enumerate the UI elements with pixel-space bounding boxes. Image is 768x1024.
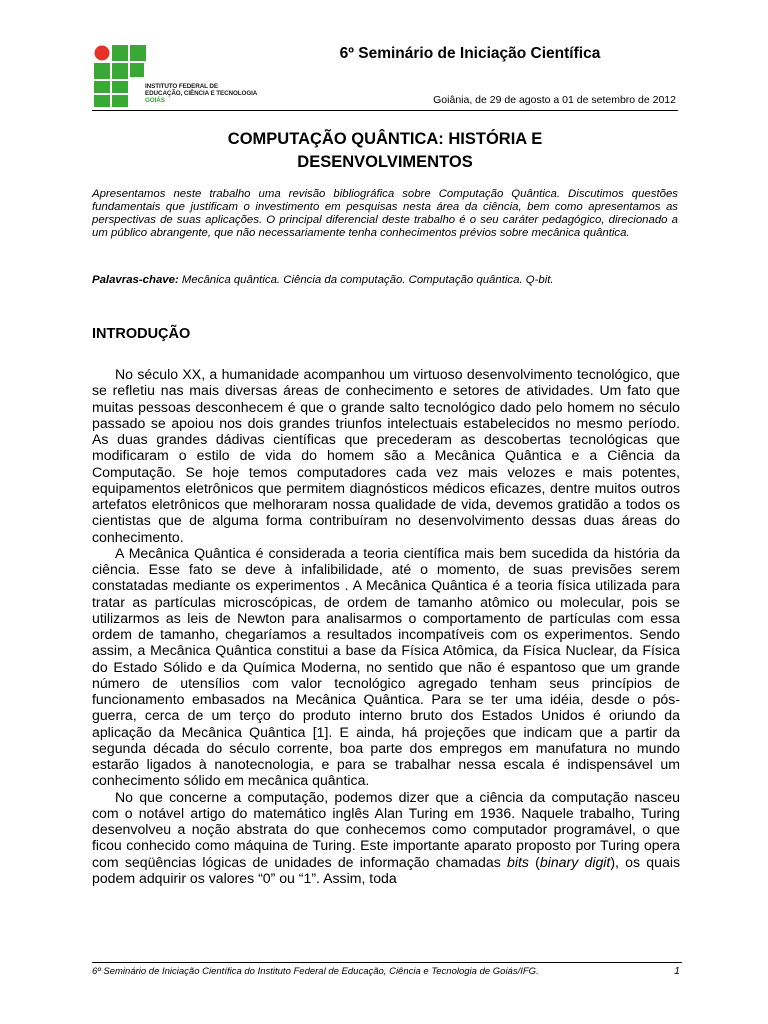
paper-title-line: DESENVOLVIMENTOS	[297, 153, 473, 171]
logo-square	[94, 63, 110, 79]
logo-text-line: GOIÁS	[145, 97, 165, 105]
logo-square	[112, 45, 128, 61]
paper-title	[92, 128, 678, 174]
body-text	[92, 366, 680, 886]
paper-title-line: COMPUTAÇÃO QUÂNTICA: HISTÓRIA E	[227, 130, 543, 148]
logo-square	[130, 45, 146, 61]
seminar-dates: Goiânia, de 29 de agosto a 01 de setembro de 2012	[433, 94, 676, 106]
logo-square	[130, 63, 144, 77]
keywords	[92, 274, 678, 287]
logo-text-line: EDUCAÇÃO, CIÊNCIA E TECNOLOGIA	[145, 90, 258, 98]
keywords-list: Mecânica quântica. Ciência da computação. Computação quântica. Q-bit.	[178, 274, 554, 286]
body-paragraph	[92, 789, 680, 887]
header-divider	[92, 110, 678, 111]
logo-red-dot	[95, 46, 110, 61]
body-paragraph: No século XX, a humanidade acompanhou um virtuoso desenvolvimento tecnológico, que se refletiu nas mais diversas áreas de conhecimento e setores de atividades. Um fato que muitas pessoas desconhecem é que o grande salto tecnológico dado pelo homem no século passado se apoiou nos dois grandes triunfos intelectuais estabelecidos no mesmo período. As duas grandes dádivas científicas que precederam as descobertas tecnológicas que modificaram o estilo de vida do homem são a Mecânica Quântica e a Ciência da Computação. Se hoje temos computadores cada vez mais velozes e mais potentes, equipamentos eletrônicos que permitem diagnósticos médicos eficazes, dentre muitos outros artefatos eletrônicos que melhoraram nossa qualidade de vida, devemos gratidão a todos os cientistas que de alguma forma contribuíram no desenvolvimento dessas duas áreas do conhecimento.	[92, 366, 680, 545]
body-paragraph: A Mecânica Quântica é considerada a teoria científica mais bem sucedida da história da ciência. Esse fato se deve à infalibilidade, até o momento, de suas previsões serem constatadas mediante os experimentos . A Mecânica Quântica é a teoria física utilizada para tratar as partículas microscópicas, de ordem de tamanho atômico ou molecular, pois se utilizarmos as leis de Newton para analisarmos o comportamento de partículas com essa ordem de tamanho, chegaríamos a resultados incompatíveis com os experimentos. Sendo assim, a Mecânica Quântica constitui a base da Física Atômica, da Física Nuclear, da Física do Estado Sólido e da Química Moderna, no sentido que não é espantoso que um grande número de utensílios com valor tecnológico agregado tenham seus princípios de funcionamento embasados na Mecânica Quântica. Para se ter uma idéia, desde o pós-guerra, cerca de um terço do produto interno bruto dos Estados Unidos é oriundo da aplicação da Mecânica Quântica [1]. E ainda, há projeções que indicam que a partir da segunda década do século corrente, boa parte dos empregos em manufatura no mundo estarão ligados à nanotecnologia, e para se trabalhar nessa escala é indispensável um conhecimento sólido em mecânica quântica.	[92, 544, 680, 789]
paragraph-text: ), os quais podem adquirir os valores “0” ou “1”. Assim, toda	[92, 853, 680, 886]
term-bits: bits	[506, 853, 529, 870]
logo-square	[112, 63, 128, 79]
logo-square	[94, 81, 110, 93]
logo-square	[94, 95, 110, 107]
page-number: 1	[674, 965, 680, 977]
footer-divider	[92, 962, 682, 963]
paragraph-text: (	[528, 853, 540, 870]
paragraph-text: No que concerne a computação, podemos dizer que a ciência da computação nasceu com o notável artigo do matemático inglês Alan Turing em 1936. Naquele trabalho, Turing desenvolveu a noção abstrata do que conhecemos como computador programável, o que ficou conhecido como máquina de Turing. Este importante aparato proposto por Turing opera com seqüências lógicas de unidades de informação chamadas	[92, 788, 680, 870]
institute-logo-text	[145, 83, 275, 105]
logo-text-line: INSTITUTO FEDERAL DE	[145, 83, 218, 90]
term-binary-digit: binary digit	[539, 853, 611, 870]
abstract: Apresentamos neste trabalho uma revisão bibliográfica sobre Computação Quântica. Discutimos questões fundamentais que justificam o investimento em pesquisas nesta área da ciência, bem como apresentamos as perspectivas de suas aplicações. O principal diferencial deste trabalho é o seu caráter pedagógico, direcionado a um público abrangente, que não necessariamente tenha conhecimentos prévios sobre mecânica quântica.	[92, 188, 678, 239]
footer-note: 6º Seminário de Iniciação Científica do Instituto Federal de Educação, Ciência e Tecnologia de Goiás/IFG.	[92, 966, 539, 977]
logo-square	[112, 95, 128, 107]
seminar-title: 6º Seminário de Iniciação Científica	[339, 45, 601, 62]
section-heading: INTRODUÇÃO	[92, 326, 191, 342]
keywords-label: Palavras-chave:	[92, 274, 179, 286]
logo-square	[112, 81, 128, 93]
